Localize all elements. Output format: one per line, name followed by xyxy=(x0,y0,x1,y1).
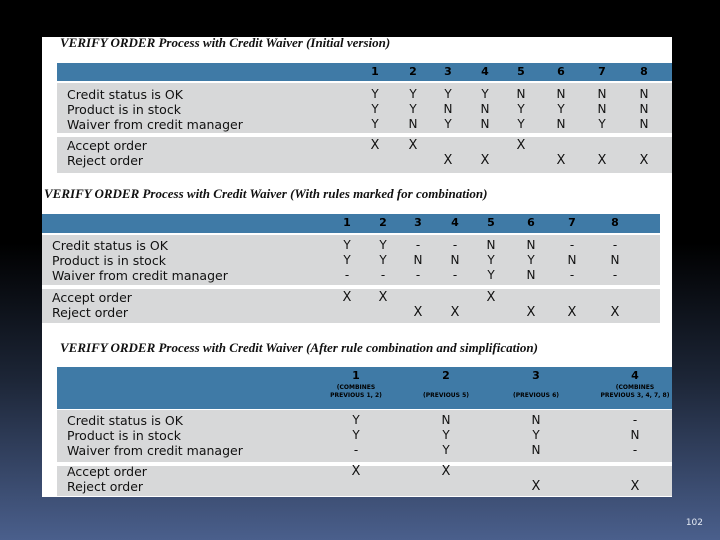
action-mark: X xyxy=(630,479,640,494)
rule-number: 7 xyxy=(598,65,606,78)
action-mark: X xyxy=(378,290,388,305)
action-label: Accept order xyxy=(67,138,147,153)
action-mark: X xyxy=(516,138,526,153)
rule-number: 4 xyxy=(451,216,459,229)
condition-value: Y xyxy=(517,102,525,116)
action-mark: X xyxy=(450,305,460,320)
rule-number: 6 xyxy=(527,216,535,229)
condition-value: N xyxy=(630,428,640,442)
rule-number: 4 xyxy=(481,65,489,78)
condition-value: N xyxy=(516,87,526,101)
action-mark: X xyxy=(443,153,453,168)
rule-number: 8 xyxy=(611,216,619,229)
rule-number: 1 xyxy=(343,216,351,229)
rule-number: 8 xyxy=(640,65,648,78)
condition-value: Y xyxy=(487,253,495,267)
condition-value: N xyxy=(610,253,620,267)
condition-value: - xyxy=(380,268,386,282)
condition-value: Y xyxy=(409,102,417,116)
action-mark: X xyxy=(610,305,620,320)
condition-value: N xyxy=(441,413,451,427)
condition-value: Y xyxy=(487,268,495,282)
condition-value: - xyxy=(452,238,458,252)
rule-number: 2 xyxy=(442,369,450,382)
decision-table-initial xyxy=(57,37,672,172)
condition-value: N xyxy=(526,268,536,282)
condition-label: Product is in stock xyxy=(67,428,181,443)
condition-value: Y xyxy=(343,238,351,252)
rule-number: 3 xyxy=(414,216,422,229)
condition-label: Credit status is OK xyxy=(52,238,168,253)
condition-value: N xyxy=(413,253,423,267)
condition-label: Waiver from credit manager xyxy=(67,443,243,458)
condition-value: - xyxy=(632,413,638,427)
action-mark: X xyxy=(486,290,496,305)
condition-value: Y xyxy=(352,428,360,442)
action-mark: X xyxy=(342,290,352,305)
condition-value: - xyxy=(612,268,618,282)
rule-note: (COMBINES xyxy=(336,384,376,391)
condition-value: - xyxy=(353,443,359,457)
condition-label: Credit status is OK xyxy=(67,413,183,428)
condition-value: N xyxy=(556,87,566,101)
condition-value: - xyxy=(452,268,458,282)
condition-value: N xyxy=(486,238,496,252)
table-title: VERIFY ORDER Process with Credit Waiver (Initial version) xyxy=(60,35,391,50)
condition-value: Y xyxy=(352,413,360,427)
action-mark: X xyxy=(597,153,607,168)
condition-value: Y xyxy=(371,87,379,101)
rule-note: PREVIOUS 1, 2) xyxy=(330,392,382,399)
rule-number: 1 xyxy=(352,369,360,382)
condition-value: N xyxy=(480,102,490,116)
action-mark: X xyxy=(639,153,649,168)
rule-number: 6 xyxy=(557,65,565,78)
condition-value: N xyxy=(408,117,418,131)
decision-table-simplified xyxy=(57,338,672,496)
action-mark: X xyxy=(556,153,566,168)
action-mark: X xyxy=(480,153,490,168)
rule-number: 3 xyxy=(532,369,540,382)
decision-table-marked xyxy=(42,185,660,323)
condition-label: Waiver from credit manager xyxy=(67,117,243,132)
action-mark: X xyxy=(526,305,536,320)
condition-value: N xyxy=(597,87,607,101)
rule-number: 7 xyxy=(568,216,576,229)
condition-value: Y xyxy=(409,87,417,101)
rule-note: (COMBINES xyxy=(615,384,655,391)
condition-value: Y xyxy=(481,87,489,101)
condition-value: Y xyxy=(444,87,452,101)
condition-value: N xyxy=(567,253,577,267)
condition-value: N xyxy=(531,413,541,427)
condition-value: Y xyxy=(532,428,540,442)
condition-value: Y xyxy=(379,253,387,267)
condition-value: Y xyxy=(557,102,565,116)
condition-value: N xyxy=(531,443,541,457)
rule-note: (PREVIOUS 6) xyxy=(512,392,560,399)
condition-value: Y xyxy=(371,117,379,131)
action-mark: X xyxy=(408,138,418,153)
condition-label: Product is in stock xyxy=(67,102,181,117)
condition-value: N xyxy=(443,102,453,116)
page-number: 102 xyxy=(685,518,703,528)
condition-value: N xyxy=(597,102,607,116)
action-mark: X xyxy=(531,479,541,494)
condition-label: Product is in stock xyxy=(52,253,166,268)
rule-number: 4 xyxy=(631,369,639,382)
condition-value: N xyxy=(639,117,649,131)
condition-value: Y xyxy=(442,443,450,457)
rule-number: 5 xyxy=(517,65,525,78)
rule-number: 2 xyxy=(379,216,387,229)
condition-label: Waiver from credit manager xyxy=(52,268,228,283)
condition-value: N xyxy=(639,87,649,101)
action-label: Reject order xyxy=(52,305,129,320)
table-title: VERIFY ORDER Process with Credit Waiver (After rule combination and simplification) xyxy=(60,340,538,355)
action-label: Accept order xyxy=(67,464,147,479)
condition-value: N xyxy=(639,102,649,116)
condition-value: Y xyxy=(343,253,351,267)
action-label: Reject order xyxy=(67,153,144,168)
condition-value: - xyxy=(569,268,575,282)
rule-note: (PREVIOUS 5) xyxy=(422,392,470,399)
condition-value: Y xyxy=(379,238,387,252)
rule-number: 3 xyxy=(444,65,452,78)
condition-value: - xyxy=(415,268,421,282)
action-mark: X xyxy=(441,464,451,479)
condition-value: Y xyxy=(598,117,606,131)
condition-value: - xyxy=(612,238,618,252)
condition-value: Y xyxy=(517,117,525,131)
action-mark: X xyxy=(370,138,380,153)
condition-value: Y xyxy=(442,428,450,442)
table-title: VERIFY ORDER Process with Credit Waiver (With rules marked for combination) xyxy=(44,186,488,201)
condition-value: Y xyxy=(371,102,379,116)
condition-value: N xyxy=(556,117,566,131)
condition-value: N xyxy=(480,117,490,131)
condition-label: Credit status is OK xyxy=(67,87,183,102)
action-label: Reject order xyxy=(67,479,144,494)
condition-value: - xyxy=(344,268,350,282)
condition-value: Y xyxy=(444,117,452,131)
action-mark: X xyxy=(351,464,361,479)
condition-value: - xyxy=(415,238,421,252)
condition-value: N xyxy=(450,253,460,267)
rule-number: 5 xyxy=(487,216,495,229)
condition-value: - xyxy=(632,443,638,457)
rule-number: 2 xyxy=(409,65,417,78)
rule-note: PREVIOUS 3, 4, 7, 8) xyxy=(600,392,670,399)
rule-number: 1 xyxy=(371,65,379,78)
condition-value: Y xyxy=(527,253,535,267)
condition-value: - xyxy=(569,238,575,252)
action-label: Accept order xyxy=(52,290,132,305)
action-mark: X xyxy=(413,305,423,320)
action-mark: X xyxy=(567,305,577,320)
condition-value: N xyxy=(526,238,536,252)
